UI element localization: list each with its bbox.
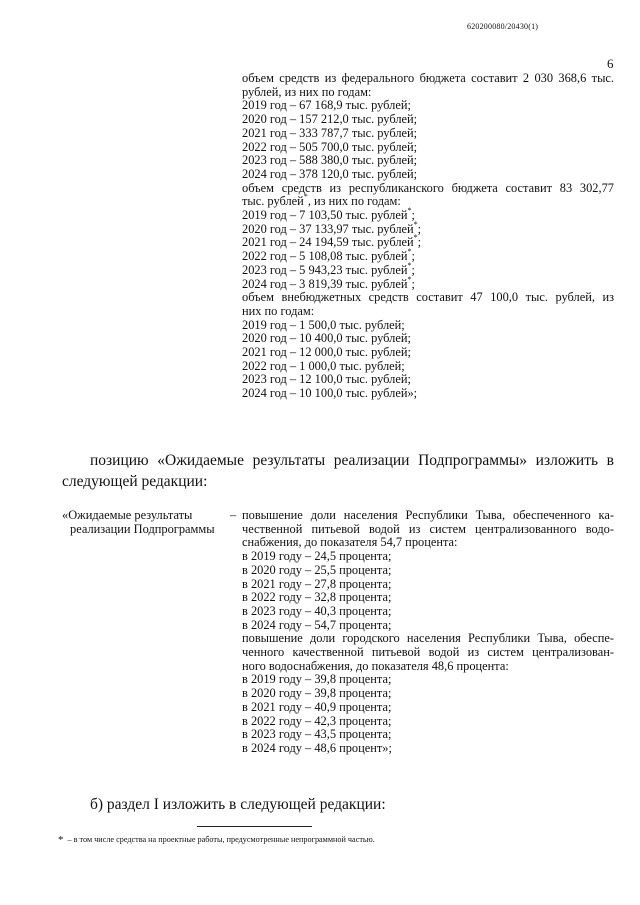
results-line: чественной питьевой водой из систем централизованного водо- (242, 521, 614, 536)
federal-year-line: 2023 год – 588 380,0 тыс. рублей; (242, 153, 418, 168)
republic-year-line: 2019 год – 7 103,50 тыс. рублей*; (242, 206, 415, 223)
results-year-line: в 2021 году – 40,9 процента; (242, 699, 392, 714)
page-number: 6 (607, 56, 614, 71)
results-line: ченного качественной питьевой водой из систем централизован- (242, 645, 614, 660)
results-dash: – (230, 508, 237, 522)
republic-year-line: 2023 год – 5 943,23 тыс. рублей*; (242, 260, 415, 277)
federal-line: рублей, из них по годам: (242, 84, 372, 99)
results-line: повышение доли городского населения Республики Тыва, обеспе- (242, 631, 614, 646)
results-line: ного водоснабжения, до показателя 48,6 процента: (242, 658, 509, 673)
results-label-line: «Ожидаемые результаты (62, 508, 193, 522)
extrabudget-line: них по годам: (242, 303, 315, 318)
footnote-mark: * (58, 834, 64, 846)
instruction-line: следующей редакции: (62, 473, 208, 490)
republic-line: объем средств из республиканского бюджета составит 83 302,77 (242, 180, 614, 195)
results-year-line: в 2024 году – 54,7 процента; (242, 617, 392, 632)
republic-year-line: 2022 год – 5 108,08 тыс. рублей*; (242, 247, 415, 264)
results-year-line: в 2020 году – 25,5 процента; (242, 562, 392, 577)
extrabudget-year-line: 2022 год – 1 000,0 тыс. рублей; (242, 358, 405, 373)
footnote-separator (197, 826, 312, 827)
results-year-line: в 2019 году – 39,8 процента; (242, 672, 392, 687)
republic-line: тыс. рублей*, из них по годам: (242, 192, 401, 209)
extrabudget-year-line: 2020 год – 10 400,0 тыс. рублей; (242, 331, 411, 346)
federal-year-line: 2021 год – 333 787,7 тыс. рублей; (242, 125, 418, 140)
republic-year-line: 2020 год – 37 133,97 тыс. рублей*; (242, 219, 422, 236)
federal-year-line: 2020 год – 157 212,0 тыс. рублей; (242, 112, 418, 127)
federal-year-line: 2019 год – 67 168,9 тыс. рублей; (242, 98, 411, 113)
results-block (242, 509, 614, 756)
extrabudget-line: объем внебюджетных средств составит 47 100,0 тыс. рублей, из (242, 290, 614, 305)
federal-line: объем средств из федерального бюджета составит 2 030 368,6 тыс. (242, 71, 614, 85)
results-label-line: реализации Подпрограммы (70, 521, 215, 536)
extrabudget-year-line: 2023 год – 12 100,0 тыс. рублей; (242, 372, 411, 387)
results-year-line: в 2020 году – 39,8 процента; (242, 686, 392, 701)
results-year-line: в 2019 году – 24,5 процента; (242, 549, 392, 564)
instruction-section-paragraph: б) раздел I изложить в следующей редакции: (90, 796, 386, 813)
extrabudget-year-line: 2021 год – 12 000,0 тыс. рублей; (242, 345, 411, 360)
results-year-line: в 2022 году – 32,8 процента; (242, 590, 392, 605)
results-year-line: в 2023 году – 43,5 процента; (242, 727, 392, 742)
document-number: 620200080/20430(1) (467, 22, 539, 31)
extrabudget-year-line: 2019 год – 1 500,0 тыс. рублей; (242, 317, 405, 332)
instruction-paragraph (62, 450, 614, 492)
funding-block (242, 72, 614, 401)
federal-year-line: 2024 год – 378 120,0 тыс. рублей; (242, 166, 418, 181)
federal-year-line: 2022 год – 505 700,0 тыс. рублей; (242, 139, 418, 154)
results-line: повышение доли населения Республики Тыва, обеспеченного ка- (242, 508, 614, 522)
results-year-line: в 2021 году – 27,8 процента; (242, 576, 392, 591)
extrabudget-year-line: 2024 год – 10 100,0 тыс. рублей»; (242, 386, 418, 401)
footnote (58, 834, 375, 846)
results-line: снабжения, до показателя 54,7 процента: (242, 535, 458, 550)
footnote-text: – в том числе средства на проектные работы, предусмотренные непрограммной частью. (67, 835, 375, 844)
instruction-line: позицию «Ожидаемые результаты реализации Подпрограммы» изложить в (90, 452, 614, 469)
results-year-line: в 2023 году – 40,3 процента; (242, 603, 392, 618)
results-year-line: в 2022 году – 42,3 процента; (242, 713, 392, 728)
republic-year-line: 2021 год – 24 194,59 тыс. рублей*; (242, 233, 422, 250)
results-label (62, 509, 215, 536)
republic-year-line: 2024 год – 3 819,39 тыс. рублей*; (242, 274, 415, 291)
results-year-line: в 2024 году – 48,6 процент»; (242, 740, 392, 755)
